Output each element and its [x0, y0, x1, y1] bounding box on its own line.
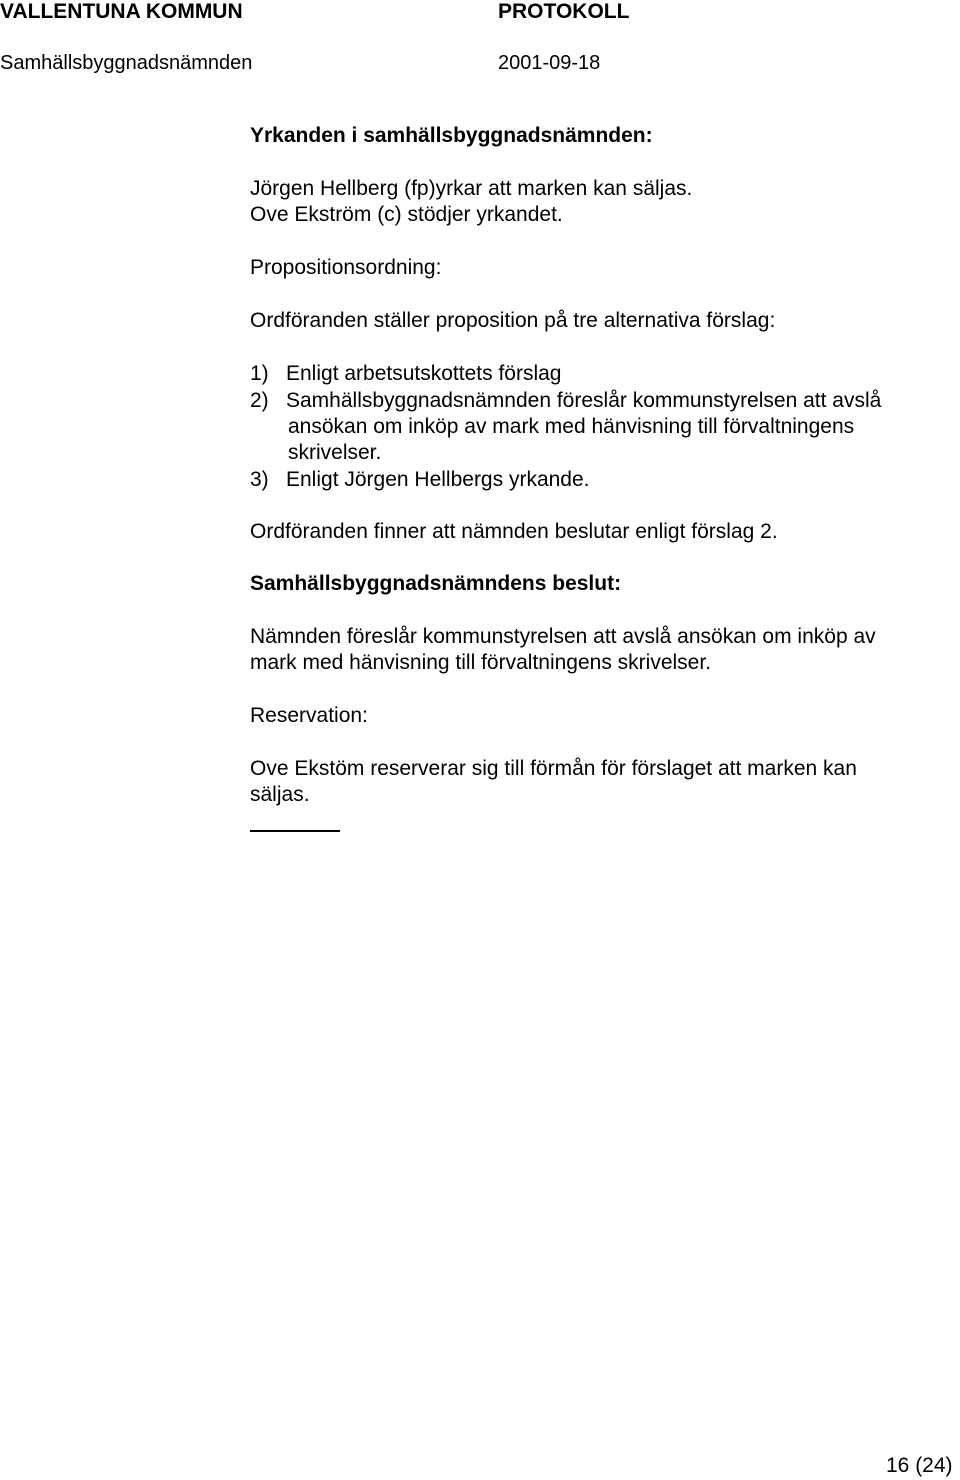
- list-item-number: 3): [250, 468, 269, 491]
- proposition-intro: Ordföranden ställer proposition på tre alternativa förslag:: [250, 309, 776, 332]
- yrkanden-heading: Yrkanden i samhällsbyggnadsnämnden:: [250, 124, 653, 147]
- list-item: Enligt arbetsutskottets förslag: [286, 362, 562, 385]
- reservation-line: säljas.: [250, 783, 310, 806]
- yrkande-line: Jörgen Hellberg (fp)yrkar att marken kan säljas.: [250, 177, 693, 200]
- municipality-name: VALLENTUNA KOMMUN: [0, 0, 243, 23]
- meeting-date: 2001-09-18: [498, 52, 601, 74]
- document-type: PROTOKOLL: [498, 0, 630, 23]
- page-number: 16 (24): [886, 1454, 953, 1477]
- propositionsordning-heading: Propositionsordning:: [250, 256, 442, 279]
- reservation-heading: Reservation:: [250, 704, 368, 727]
- list-item: Enligt Jörgen Hellbergs yrkande.: [286, 468, 590, 491]
- list-item-number: 2): [250, 389, 269, 412]
- list-item-continuation: ansökan om inköp av mark med hänvisning till förvaltningens: [288, 415, 855, 438]
- list-item-number: 1): [250, 362, 269, 385]
- section-end-rule: [250, 830, 340, 832]
- beslut-line: mark med hänvisning till förvaltningens skrivelser.: [250, 651, 712, 674]
- reservation-line: Ove Ekstöm reserverar sig till förmån för förslaget att marken kan: [250, 757, 857, 780]
- proposition-conclusion: Ordföranden finner att nämnden beslutar enligt förslag 2.: [250, 520, 778, 543]
- list-item: Samhällsbyggnadsnämnden föreslår kommunstyrelsen att avslå: [286, 389, 882, 412]
- list-item-continuation: skrivelser.: [288, 441, 382, 464]
- yrkande-line: Ove Ekström (c) stödjer yrkandet.: [250, 203, 563, 226]
- beslut-heading: Samhällsbyggnadsnämndens beslut:: [250, 572, 622, 595]
- committee-name: Samhällsbyggnadsnämnden: [0, 52, 253, 74]
- beslut-line: Nämnden föreslår kommunstyrelsen att avslå ansökan om inköp av: [250, 625, 876, 648]
